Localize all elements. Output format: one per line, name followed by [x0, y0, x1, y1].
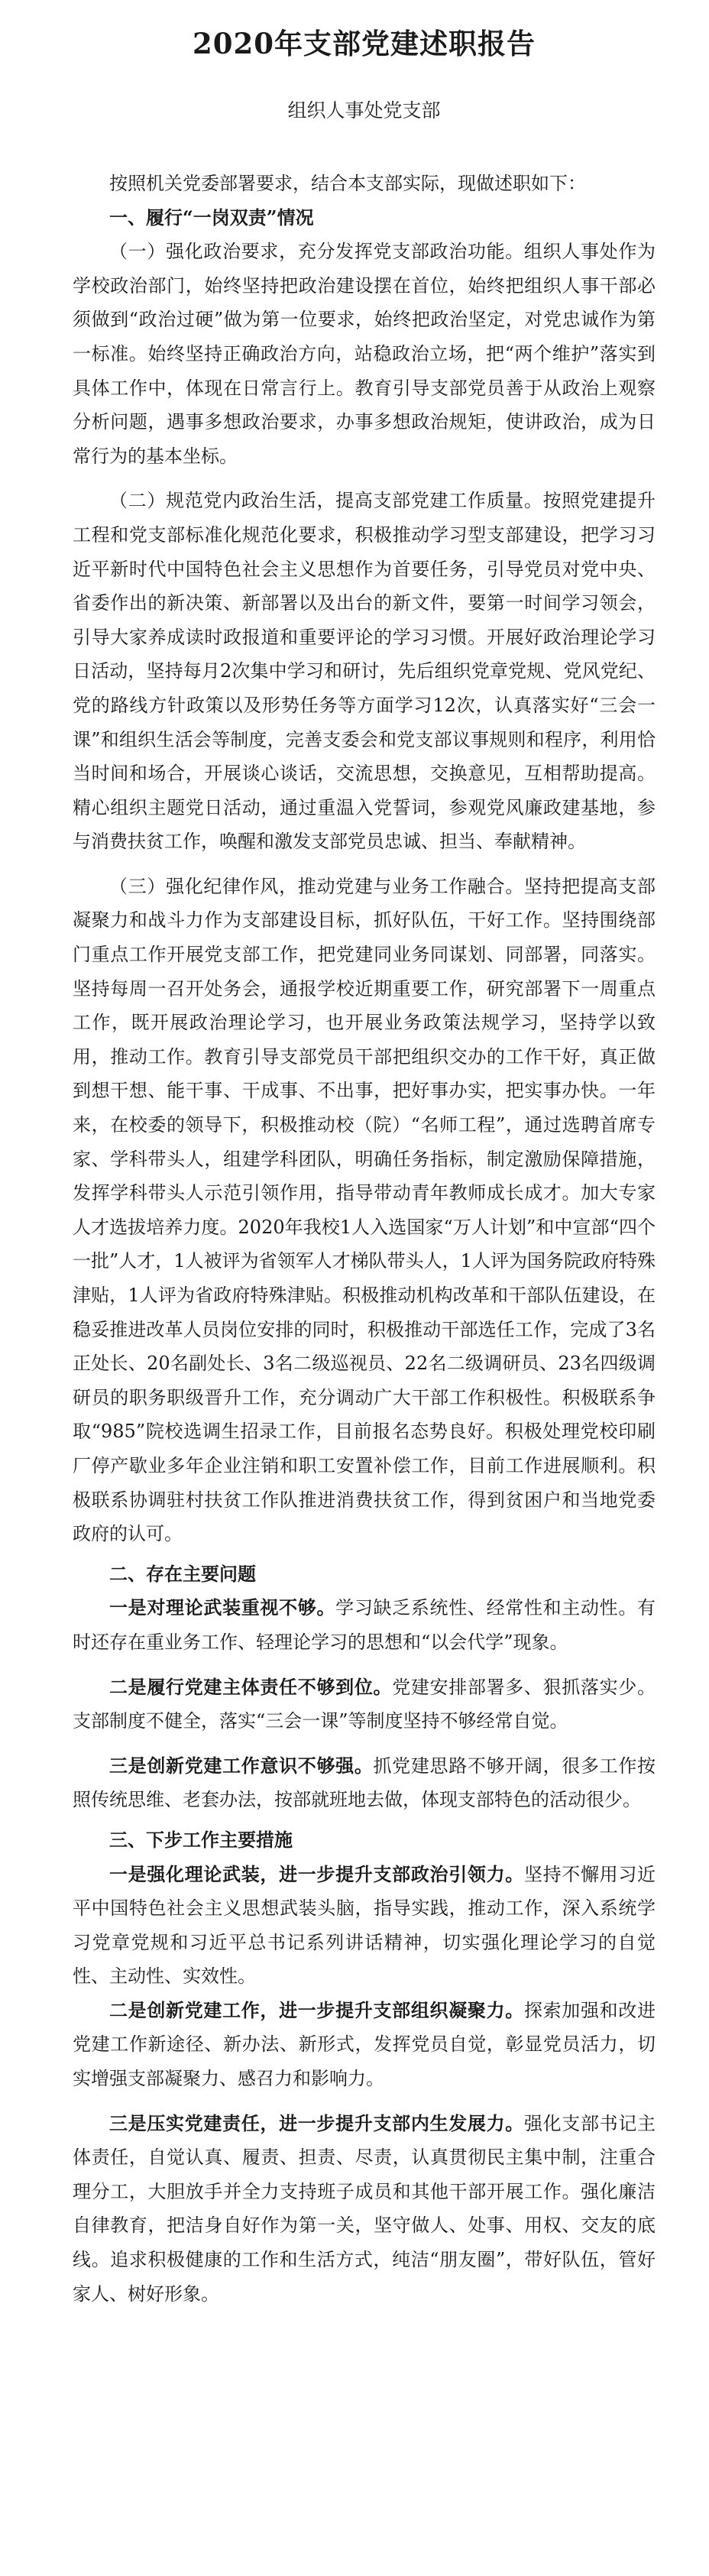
section-3-item-2-lead: 二是创新党建工作，进一步提升支部组织凝聚力。 [109, 1998, 524, 2021]
report-author: 组织人事处党支部 [287, 99, 441, 122]
section-2-heading: 二、存在主要问题 [109, 1562, 256, 1585]
section-3-heading: 三、下步工作主要措施 [109, 1828, 293, 1851]
section-2-item-1-text: 学习缺乏系统性、经常性和主动性。有时还存在重业务工作、轻理论学习的思想和“以会代学”现象。 [73, 1597, 656, 1653]
section-2-item-1-lead: 一是对理论武装重视不够。 [109, 1596, 336, 1619]
section-2-item-3-lead: 三是创新党建工作意识不够强。 [109, 1754, 374, 1777]
section-1-paragraph-2: （二）规范党内政治生活，提高支部党建工作质量。按照党建提升工程和党支部标准化规范化要求，积极推动学习型支部建设，把学习习近平新时代中国特色社会主义思想作为首要任务，引导党员对党中央、省委作出的新决策、新部署以及出台的新文件，要第一时间学习领会，引导大家养成读时政报道和重要评论的学习习惯。开展好政治理论学习日活动，坚持每月2次集中学习和研讨，先后组织党章党规、党风党纪、党的路线方针政策以及形势任务等方面学习12次，认真落实好“三会一课”和组织生活会等制度，完善支委会和党支部议事规则和程序，利用恰当时间和场合，开展谈心谈话，交流思想，交换意见，互相帮助提高。精心组织主题党日活动，通过重温入党誓词，参观党风廉政建基地，参与消费扶贫工作，唤醒和激发支部党员忠诚、担当、奉献精神。 [73, 490, 656, 853]
section-3-item-3-text: 强化支部书记主体责任，自觉认真、履责、担责、尽责，认真贯彻民主集中制，注重合理分工，大胆放手并全力支持班子成员和其他干部开展工作。强化廉洁自律教育，把洁身自好作为第一关，坚守做人、处事、用权、交友的底线。追求积极健康的工作和生活方式，纯洁“朋友圈”，带好队伍，管好家人、树好形象。 [73, 2112, 656, 2305]
section-2-item-2 [73, 1670, 656, 1738]
section-3-item-1-lead: 一是强化理论武装，进一步提升支部政治引领力。 [109, 1862, 524, 1885]
section-2-item-3 [73, 1749, 656, 1817]
section-3-item-3-lead: 三是压实党建责任，进一步提升支部内生发展力。 [109, 2111, 524, 2134]
report-body [73, 167, 656, 2311]
section-3-item-3 [73, 2107, 656, 2312]
section-1-paragraph-3: （三）强化纪律作风，推动党建与业务工作融合。坚持把提高支部凝聚力和战斗力作为支部建设目标，抓好队伍，干好工作。坚持围绕部门重点工作开展党支部工作，把党建同业务同谋划、同部署，同落实。坚持每周一召开处务会，通报学校近期重要工作，研究部署下一周重点工作，既开展政治理论学习，也开展业务政策法规学习，坚持学以致用，推动工作。教育引导支部党员干部把组织交办的工作干好，真正做到想干想、能干事、干成事、不出事，把好事办实，把实事办快。一年来，在校委的领导下，积极推动校（院）“名师工程”，通过选聘首席专家、学科带头人，组建学科团队，明确任务指标，制定激励保障措施，发挥学科带头人示范引领作用，指导带动青年教师成长成才。加大专家人才选拔培养力度。2020年我校1人入选国家“万人计划”和中宣部“四个一批”人才，1人被评为省领军人才梯队带头人，1人评为国务院政府特殊津贴，1人评为省政府特殊津贴。积极推动机构改革和干部队伍建设，在稳妥推进改革人员岗位安排的同时，积极推动干部选任工作，完成了3名正处长、20名副处长、3名二级巡视员、22名二级调研员、23名四级调研员的职务职级晋升工作，充分调动广大干部工作积极性。积极联系争取“985”院校选调生招录工作，目前报名态势良好。积极处理党校印刷厂停产歇业多年企业注销和职工安置补偿工作，目前工作进展顺利。积极联系协调驻村扶贫工作队推进消费扶贫工作，得到贫困户和当地党委政府的认可。 [73, 875, 656, 1545]
section-2-item-2-text: 党建安排部署多、狠抓落实少。支部制度不健全，落实“三会一课”等制度坚持不够经常自觉。 [73, 1676, 656, 1732]
report-title: 2020年支部党建述职报告 [193, 27, 536, 60]
section-2-item-1 [73, 1591, 656, 1659]
section-2-item-3-text: 抓党建思路不够开阔，很多工作按照传统思维、老套办法，按部就班地去做，体现支部特色的活动很少。 [73, 1755, 656, 1811]
section-2-item-2-lead: 二是履行党建主体责任不够到位。 [109, 1675, 393, 1698]
section-3-item-1 [73, 1858, 656, 1994]
section-1-paragraph-1: （一）强化政治要求，充分发挥党支部政治功能。组织人事处作为学校政治部门，始终坚持把政治建设摆在首位，始终把组织人事干部必须做到“政治过硬”做为第一位要求，始终把政治坚定，对党忠诚作为第一标准。始终坚持正确政治方向，站稳政治立场，把“两个维护”落实到具体工作中，体现在日常言行上。教育引导支部党员善于从政治上观察分析问题，遇事多想政治要求，办事多想政治规矩，使讲政治，成为日常行为的基本坐标。 [73, 241, 656, 467]
section-3-item-2 [73, 1994, 656, 2096]
intro-paragraph: 按照机关党委部署要求，结合本支部实际，现做述职如下： [109, 173, 586, 194]
section-3-item-2-text: 探索加强和改进党建工作新途径、新办法、新形式，发挥党员自觉，彰显党员活力，切实增强支部凝聚力、感召力和影响力。 [73, 1999, 656, 2090]
section-1-heading: 一、履行“一岗双责”情况 [109, 206, 314, 228]
section-3-item-1-text: 坚持不懈用习近平中国特色社会主义思想武装头脑，指导实践，推动工作，深入系统学习党章党规和习近平总书记系列讲话精神，切实强化理论学习的自觉性、主动性、实效性。 [73, 1863, 656, 1988]
